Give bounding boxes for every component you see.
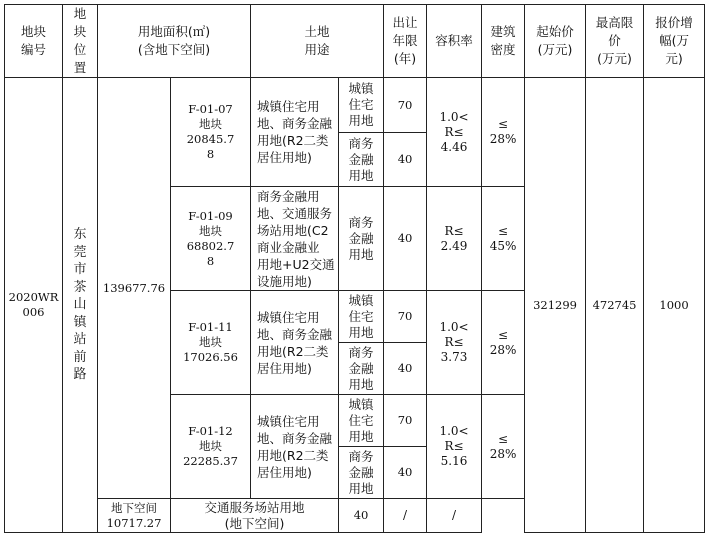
use-category: 城镇 住宅 用地 [339,395,384,447]
total-area: 139677.76 [98,78,171,499]
parcel-name: F-01-09 地块 68802.7 8 [171,187,251,291]
parcel-name: F-01-11 地块 17026.56 [171,291,251,395]
use-category: 城镇 住宅 用地 [339,291,384,343]
plot-number: 2020WR 006 [5,78,63,533]
building-density: ≤ 28% [482,291,525,395]
header-location: 地 块 位 置 [63,5,98,78]
plot-location: 东 莞 市 茶 山 镇 站 前 路 [63,78,98,533]
use-category: 商务 金融 用地 [339,187,384,291]
header-land-use: 土地 用途 [251,5,384,78]
header-increment: 报价增 幅(万 元) [644,5,705,78]
lease-term: 40 [384,343,427,395]
start-price: 321299 [525,78,586,533]
header-density: 建筑 密度 [482,5,525,78]
parcel-use-description: 城镇住宅用 地、商务金融 用地(R2二类 居住用地) [251,395,339,499]
parcel-name: F-01-12 地块 22285.37 [171,395,251,499]
parcel-name: F-01-07 地块 20845.7 8 [171,78,251,187]
table-row [5,78,705,133]
price-increment: 1000 [644,78,705,533]
building-density: ≤ 28% [482,78,525,187]
land-auction-table [4,4,705,533]
parcel-use-description: 商务金融用 地、交通服务 场站用地(C2 商业金融业 用地+U2交通 设施用地) [251,187,339,291]
floor-area-ratio: 1.0< R≤ 4.46 [427,78,482,187]
lease-term: 40 [384,133,427,187]
underground-parcel-name: 地下空间 10717.27 [98,499,171,533]
header-start-price: 起始价 (万元) [525,5,586,78]
use-category: 城镇 住宅 用地 [339,78,384,133]
parcel-use-description: 城镇住宅用 地、商务金融 用地(R2二类 居住用地) [251,291,339,395]
lease-term: 40 [339,499,384,533]
floor-area-ratio: 1.0< R≤ 3.73 [427,291,482,395]
underground-use-description: 交通服务场站用地 (地下空间) [171,499,339,533]
parcel-use-description: 城镇住宅用 地、商务金融 用地(R2二类 居住用地) [251,78,339,187]
header-area: 用地面积(㎡) (含地下空间) [98,5,251,78]
floor-area-ratio: R≤ 2.49 [427,187,482,291]
land-auction-table-container [4,4,705,533]
building-density: ≤ 28% [482,395,525,499]
use-category: 商务 金融 用地 [339,447,384,499]
floor-area-ratio: / [384,499,427,533]
use-category: 商务 金融 用地 [339,343,384,395]
lease-term: 70 [384,78,427,133]
floor-area-ratio: 1.0< R≤ 5.16 [427,395,482,499]
header-far: 容积率 [427,5,482,78]
building-density: ≤ 45% [482,187,525,291]
building-density: / [427,499,482,533]
header-max-price: 最高限 价 (万元) [586,5,644,78]
lease-term: 70 [384,395,427,447]
header-term: 出让 年限 (年) [384,5,427,78]
max-price: 472745 [586,78,644,533]
lease-term: 70 [384,291,427,343]
use-category: 商务 金融 用地 [339,133,384,187]
header-row [5,5,705,78]
lease-term: 40 [384,187,427,291]
header-plot-no: 地块 编号 [5,5,63,78]
lease-term: 40 [384,447,427,499]
